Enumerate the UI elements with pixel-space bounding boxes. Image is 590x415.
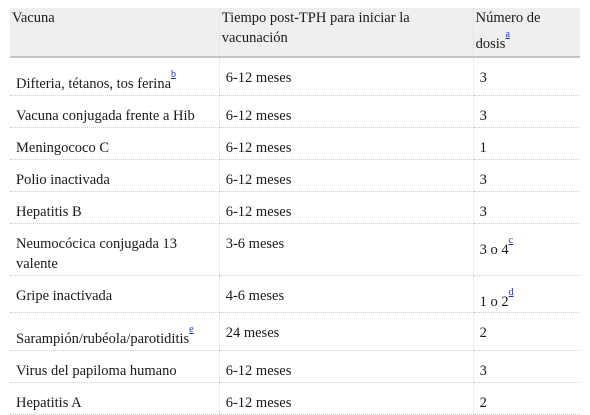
header-vaccine [10,8,219,57]
time-value: 6-12 meses [225,203,292,220]
vaccine-name: Vacuna conjugada frente a Hib [16,107,195,124]
header-vaccine-label: Vacuna [12,10,55,26]
doses-value: 3 [479,107,487,124]
vaccine-name: Sarampión/rubéola/parotiditis [16,331,190,348]
time-cell [219,351,473,383]
doses-value: 2 [479,325,487,342]
header-row [10,8,580,57]
doses-cell [473,223,580,275]
doses-value: 3 [479,203,487,220]
table-body [10,57,580,415]
doses-value: 3 [479,171,487,188]
footnote-link[interactable]: a [505,28,510,40]
doses-cell [473,313,580,351]
time-value: 6-12 meses [225,139,292,156]
time-value: 6-12 meses [225,395,292,412]
doses-cell [473,275,580,313]
footnote-link[interactable]: c [508,234,514,246]
header-doses-label: Número de dosis [475,10,541,52]
table-row [10,351,580,383]
doses-cell [473,159,580,191]
doses-note-wrap [508,234,514,251]
table-row [10,223,580,275]
vaccine-name: Neumocócica conjugada 13 valente [16,235,178,272]
time-cell [219,95,473,127]
doses-value: 3 o 4 [479,241,509,258]
footnote-link[interactable]: b [171,68,177,80]
vaccine-cell [10,57,219,95]
doses-cell [473,351,580,383]
time-cell [219,223,473,275]
doses-cell [473,57,580,95]
table-row [10,383,580,415]
table-row [10,127,580,159]
vaccine-cell [10,383,219,415]
vaccine-cell [10,313,219,351]
time-value: 3-6 meses [225,235,285,252]
table-row [10,95,580,127]
time-cell [219,159,473,191]
table-row [10,275,580,313]
doses-cell [473,95,580,127]
table-row [10,57,580,95]
time-value: 6-12 meses [225,107,292,124]
header-time-label: Tiempo post-TPH para iniciar la vacunación [221,10,410,46]
time-cell [219,127,473,159]
time-value: 6-12 meses [225,363,292,380]
vaccine-cell [10,95,219,127]
vaccine-name: Meningococo C [16,139,110,156]
time-value: 4-6 meses [225,287,285,304]
vaccine-cell [10,223,219,275]
time-cell [219,275,473,313]
footnote-link[interactable]: e [189,324,194,336]
doses-value: 3 [479,69,487,86]
table-row [10,159,580,191]
doses-value: 3 [479,363,487,380]
table-row [10,313,580,351]
vaccine-name: Difteria, tétanos, tos ferina [16,75,172,92]
doses-cell [473,383,580,415]
time-cell [219,313,473,351]
footnote-link[interactable]: d [508,286,514,298]
time-value: 6-12 meses [225,69,292,86]
vaccine-name: Gripe inactivada [16,287,113,304]
vaccination-table [10,8,580,415]
doses-cell [473,127,580,159]
vaccine-name: Hepatitis A [16,395,82,412]
vaccine-note-wrap [171,68,177,85]
doses-value: 2 [479,395,487,412]
vaccine-cell [10,275,219,313]
time-value: 24 meses [225,325,280,342]
vaccine-name: Virus del papiloma humano [16,363,177,380]
time-value: 6-12 meses [225,171,292,188]
table-header [10,8,580,57]
time-cell [219,191,473,223]
vaccine-cell [10,127,219,159]
vaccine-cell [10,159,219,191]
time-cell [219,383,473,415]
doses-cell [473,191,580,223]
time-cell [219,57,473,95]
doses-value: 1 [479,139,487,156]
vaccine-cell [10,351,219,383]
header-time [219,8,473,57]
vaccine-cell [10,191,219,223]
doses-value: 1 o 2 [479,293,509,310]
header-doses [473,8,580,57]
vaccine-name: Polio inactivada [16,171,110,188]
vaccine-note-wrap [189,326,193,340]
vaccine-name: Hepatitis B [16,203,82,220]
doses-note-wrap [508,286,514,303]
table-row [10,191,580,223]
